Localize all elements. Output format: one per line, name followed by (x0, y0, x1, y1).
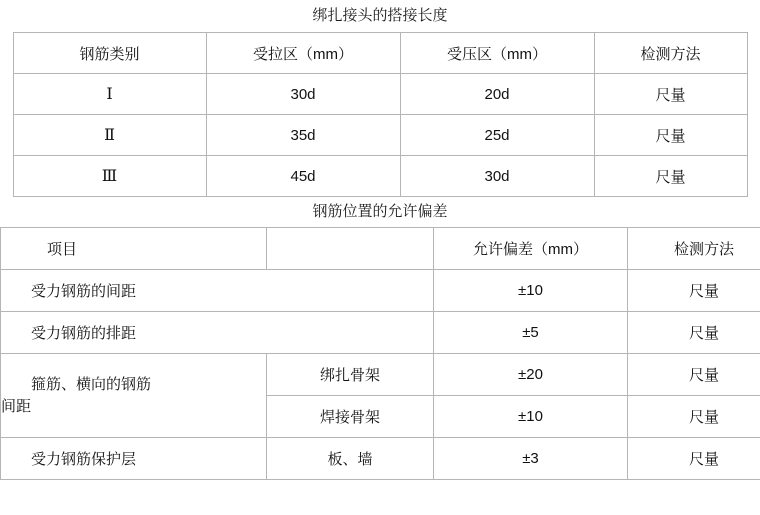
cell-item-sub: 焊接骨架 (267, 396, 434, 438)
cell-item-line1: 箍筋、横向的钢筋 (31, 375, 152, 393)
cell-test-method: 尺量 (594, 115, 747, 156)
column-header-item-sub (267, 228, 434, 270)
cell-steel-type: Ⅱ (13, 115, 206, 156)
table-row (13, 156, 747, 197)
rebar-position-deviation-table (0, 227, 760, 480)
cell-compression-zone: 25d (400, 115, 594, 156)
cell-test-method: 尺量 (594, 156, 747, 197)
column-header-steel-type: 钢筋类别 (13, 33, 206, 74)
table-row (1, 354, 760, 396)
cell-tension-zone: 35d (206, 115, 400, 156)
cell-item: 受力钢筋的间距 (1, 270, 434, 312)
cell-tolerance: ±20 (434, 354, 628, 396)
cell-tolerance: ±3 (434, 438, 628, 480)
table-row (13, 115, 747, 156)
cell-test-method: 尺量 (628, 312, 760, 354)
cell-item: 受力钢筋的排距 (1, 312, 434, 354)
column-header-tolerance: 允许偏差（mm） (434, 228, 628, 270)
cell-item-group (1, 354, 267, 438)
cell-steel-type: Ⅲ (13, 156, 206, 197)
column-header-tension-zone: 受拉区（mm） (206, 33, 400, 74)
table-header-row (1, 228, 760, 270)
cell-test-method: 尺量 (594, 74, 747, 115)
cell-item: 受力钢筋保护层 (1, 438, 267, 480)
table-row (1, 312, 760, 354)
table-row (13, 74, 747, 115)
cell-item-text (1, 374, 266, 418)
cell-test-method: 尺量 (628, 396, 760, 438)
column-header-compression-zone: 受压区（mm） (400, 33, 594, 74)
cell-test-method: 尺量 (628, 270, 760, 312)
column-header-item: 项目 (1, 228, 267, 270)
table-header-row (13, 33, 747, 74)
cell-tension-zone: 45d (206, 156, 400, 197)
cell-item-sub: 绑扎骨架 (267, 354, 434, 396)
cell-tolerance: ±5 (434, 312, 628, 354)
column-header-test-method: 检测方法 (628, 228, 760, 270)
lap-length-table (13, 32, 748, 197)
table-row (1, 438, 760, 480)
cell-steel-type: Ⅰ (13, 74, 206, 115)
cell-item-sub: 板、墙 (267, 438, 434, 480)
cell-tolerance: ±10 (434, 270, 628, 312)
cell-tolerance: ±10 (434, 396, 628, 438)
table2-caption: 钢筋位置的允许偏差 (312, 203, 448, 220)
cell-item-line2: 间距 (1, 397, 32, 415)
cell-tension-zone: 30d (206, 74, 400, 115)
cell-compression-zone: 30d (400, 156, 594, 197)
column-header-test-method: 检测方法 (594, 33, 747, 74)
cell-test-method: 尺量 (628, 354, 760, 396)
table-row (1, 270, 760, 312)
table1-caption: 绑扎接头的搭接长度 (312, 7, 448, 24)
cell-test-method: 尺量 (628, 438, 760, 480)
cell-compression-zone: 20d (400, 74, 594, 115)
